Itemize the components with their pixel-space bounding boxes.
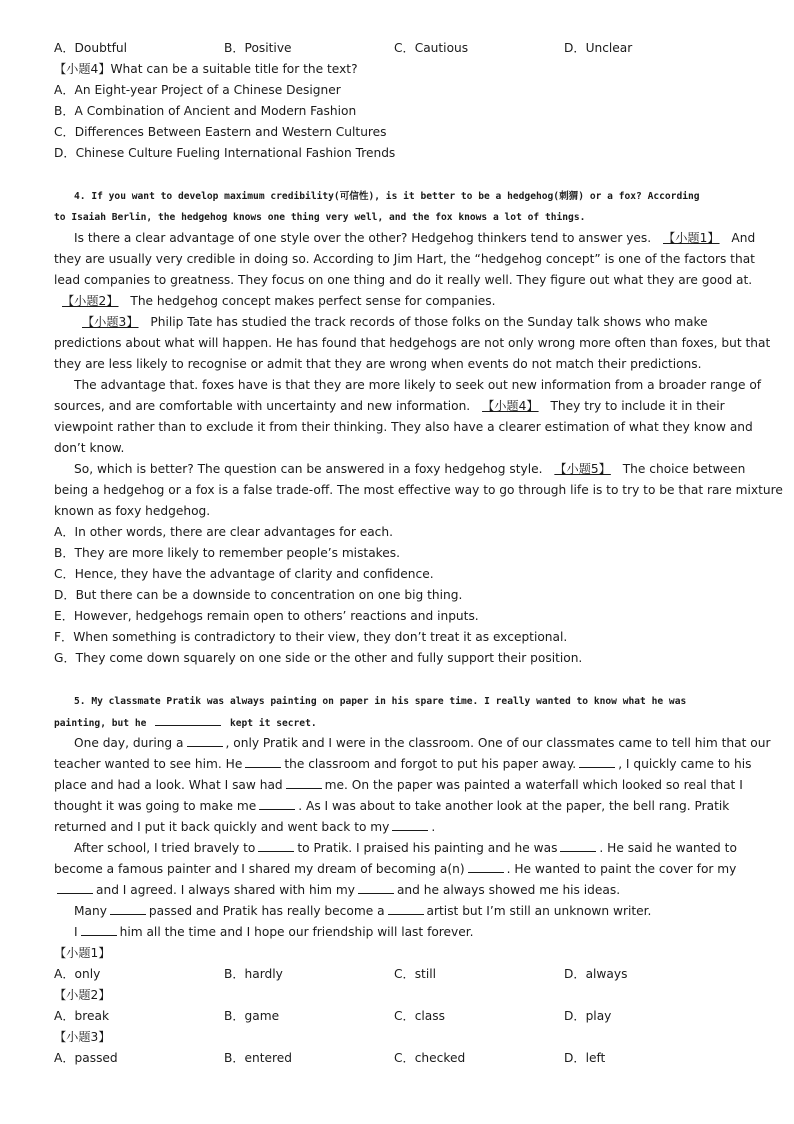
option-d: D．always — [564, 967, 628, 981]
passage5-line: One day, during a , only Pratik and I were in the classroom. One of our classmates came to tell him that our — [54, 733, 744, 754]
answer-blank — [245, 754, 281, 768]
option-b: B．hardly — [224, 967, 283, 981]
q3-options-row — [54, 38, 744, 59]
passage4-option: B．They are more likely to remember people’s mistakes. — [54, 546, 401, 560]
question-label: 【小题2】 — [54, 988, 111, 1002]
passage4-line: sources, and are comfortable with uncertainty and new information. 【小题4】 They try to include it in their — [54, 396, 744, 417]
passage4-line: viewpoint rather than to exclude it from their thinking. They also have a clearer estimation of what they know and — [54, 420, 753, 434]
passage4-line: lead companies to greatness. They focus on one thing and do it really well. They figure out what they are good at. — [54, 273, 753, 287]
passage5-heading-cont: painting, but he kept it secret. — [54, 712, 744, 733]
passage5-line: and I agreed. I always shared with him my and he always showed me his ideas. — [54, 880, 744, 901]
blank-marker-4: 【小题4】 — [482, 399, 539, 413]
blank-marker-1: 【小题1】 — [663, 231, 720, 245]
passage4-option: C．Hence, they have the advantage of clarity and confidence. — [54, 567, 434, 581]
passage4-line: 【小题3】 Philip Tate has studied the track records of those folks on the Sunday talk shows who make — [54, 312, 744, 333]
passage4-line: predictions about what will happen. He has found that hedgehogs are not only wrong more often than foxes, but that — [54, 336, 771, 350]
option-c: C．checked — [394, 1051, 466, 1065]
passage4-line: they are usually very credible in doing so. According to Jim Hart, the “hedgehog concept” is one of the factors that — [54, 252, 755, 266]
passage5-line: Many passed and Pratik has really become a artist but I’m still an unknown writer. — [54, 901, 744, 922]
passage5-line: returned and I put it back quickly and went back to my . — [54, 817, 744, 838]
passage4-line: being a hedgehog or a fox is a false trade-off. The most effective way to go through life is to try to be that rare mixture — [54, 483, 783, 497]
answer-blank — [57, 880, 93, 894]
passage5-line: I him all the time and I hope our friendship will last forever. — [54, 922, 744, 943]
exam-page — [54, 38, 783, 1069]
question-options-row — [54, 1048, 744, 1069]
answer-blank — [81, 922, 117, 936]
q4-option: D．Chinese Culture Fueling International Fashion Trends — [54, 146, 396, 160]
question-options-row — [54, 964, 744, 985]
blank-marker-5: 【小题5】 — [554, 462, 611, 476]
passage4-line: they are less likely to recognise or admit that they are wrong when events do not match their predictions. — [54, 357, 702, 371]
passage5-line: teacher wanted to see him. He the classroom and forgot to put his paper away. , I quickly came to his — [54, 754, 744, 775]
passage4-line: 【小题2】 The hedgehog concept makes perfect sense for companies. — [54, 291, 744, 312]
q4-prompt: 【小题4】What can be a suitable title for the text? — [54, 62, 358, 76]
passage4-line: known as foxy hedgehog. — [54, 504, 211, 518]
option-b: B．Positive — [224, 41, 292, 55]
answer-blank — [259, 796, 295, 810]
q4-option: A．An Eight-year Project of a Chinese Designer — [54, 83, 341, 97]
passage4-option: D．But there can be a downside to concentration on one big thing. — [54, 588, 463, 602]
answer-blank — [468, 859, 504, 873]
answer-blank — [358, 880, 394, 894]
option-d: D．play — [564, 1009, 612, 1023]
option-a: A．Doubtful — [54, 41, 128, 55]
answer-blank — [286, 775, 322, 789]
passage5-line: After school, I tried bravely to to Pratik. I praised his painting and he was . He said he wanted to — [54, 838, 744, 859]
option-c: C．still — [394, 967, 436, 981]
passage4-option: A．In other words, there are clear advantages for each. — [54, 525, 393, 539]
q4-option: B．A Combination of Ancient and Modern Fashion — [54, 104, 357, 118]
question-label: 【小题1】 — [54, 946, 111, 960]
answer-blank — [155, 712, 221, 726]
blank-marker-2: 【小题2】 — [62, 294, 119, 308]
question-label: 【小题3】 — [54, 1030, 111, 1044]
option-d: D．left — [564, 1051, 606, 1065]
passage5-line: thought it was going to make me . As I was about to take another look at the paper, the bell rang. Pratik — [54, 796, 744, 817]
passage4-line: don’t know. — [54, 441, 125, 455]
option-c: C．Cautious — [394, 41, 469, 55]
answer-blank — [392, 817, 428, 831]
blank-marker-3: 【小题3】 — [82, 315, 139, 329]
passage5-line: place and had a look. What I saw had me. On the paper was painted a waterfall which looked so real that I — [54, 775, 744, 796]
answer-blank — [388, 901, 424, 915]
option-c: C．class — [394, 1009, 445, 1023]
passage4-option: F．When something is contradictory to their view, they don’t treat it as exceptional. — [54, 630, 568, 644]
answer-blank — [579, 754, 615, 768]
option-d: D．Unclear — [564, 41, 633, 55]
passage5-line: become a famous painter and I shared my dream of becoming a(n) . He wanted to paint the cover for my — [54, 859, 744, 880]
passage4-option: E．However, hedgehogs remain open to others’ reactions and inputs. — [54, 609, 479, 623]
passage4-heading-cont: to Isaiah Berlin, the hedgehog knows one thing very well, and the fox knows a lot of things. — [54, 212, 586, 223]
answer-blank — [187, 733, 223, 747]
question-options-row — [54, 1006, 744, 1027]
answer-blank — [258, 838, 294, 852]
passage5-heading: 5. My classmate Pratik was always painting on paper in his spare time. I really wanted to know what he was — [74, 696, 687, 707]
passage4-line: The advantage that. foxes have is that they are more likely to seek out new information from a broader range of — [74, 378, 762, 392]
option-a: A．break — [54, 1009, 110, 1023]
answer-blank — [110, 901, 146, 915]
q4-option: C．Differences Between Eastern and Western Cultures — [54, 125, 387, 139]
option-a: A．passed — [54, 1051, 118, 1065]
option-b: B．entered — [224, 1051, 293, 1065]
passage4-line: So, which is better? The question can be answered in a foxy hedgehog style. 【小题5】 The choice between — [54, 459, 744, 480]
option-b: B．game — [224, 1009, 280, 1023]
passage4-option: G．They come down squarely on one side or the other and fully support their position. — [54, 651, 583, 665]
passage4-line: Is there a clear advantage of one style over the other? Hedgehog thinkers tend to answer yes. 【小题1】 And — [54, 228, 744, 249]
option-a: A．only — [54, 967, 101, 981]
answer-blank — [560, 838, 596, 852]
passage4-heading: 4. If you want to develop maximum credibility(可信性), is it better to be a hedgehog(刺猬) or a fox? According — [74, 191, 700, 202]
